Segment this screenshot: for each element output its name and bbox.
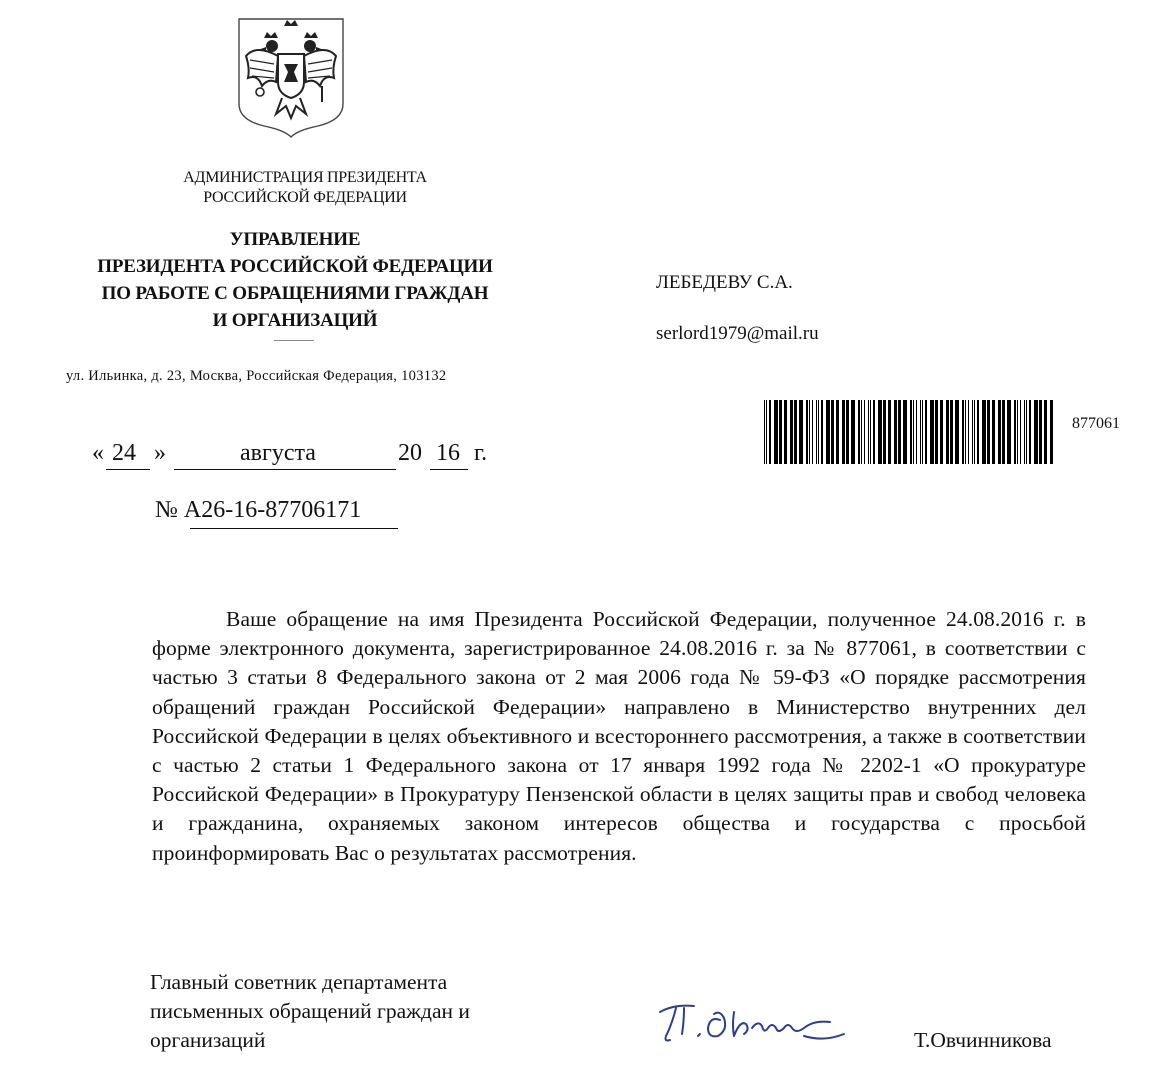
body-paragraph: Ваше обращение на имя Президента Российской Федерации, полученное 24.08.2016 г. в форме электронного документа, зарегистрированное 24.08.2016 г. за № 877061, в соответствии с частью 3 статьи 8 Федерального закона от 2 мая 2006 года № 59-ФЗ «О порядке рассмотрения обращений граждан Российской Федерации» направлено в Министерство внутренних дел Российской Федерации в целях объективного и всестороннего рассмотрения, а также в соответствии с частью 2 статьи 1 Федерального закона от 17 января 1992 года № 2202-1 «О прокуратуре Российской Федерации» в Прокуратуру Пензенской области в целях защиты прав и свобод человека и гражданина, охраняемых законом интересов общества и государства с просьбой проинформировать Вас о результатах рассмотрения. [152, 607, 1086, 865]
admin-line-2: РОССИЙСКОЙ ФЕДЕРАЦИИ [203, 189, 407, 206]
letter-body [152, 605, 1086, 868]
registration-underline [190, 528, 398, 529]
dept-line-3: ПО РАБОТЕ С ОБРАЩЕНИЯМИ ГРАЖДАН [101, 283, 489, 304]
date-day: 24 [112, 440, 136, 466]
recipient-email: serlord1979@mail.ru [656, 323, 819, 344]
date-year-mark: г. [474, 440, 488, 466]
admin-line-1: АДМИНИСТРАЦИЯ ПРЕЗИДЕНТА [183, 169, 427, 186]
dept-line-2: ПРЕЗИДЕНТА РОССИЙСКОЙ ФЕДЕРАЦИИ [97, 256, 493, 277]
signer-title-line-1: Главный советник департамента [150, 970, 448, 994]
date-open-quote: « [92, 440, 104, 466]
number-sign: № [155, 497, 178, 523]
signer-title-line-2: письменных обращений граждан и [150, 999, 470, 1023]
date-close-quote: » [154, 440, 166, 466]
admin-header [120, 168, 490, 208]
barcode-number: 877061 [1072, 415, 1120, 432]
department-header [70, 226, 520, 334]
handwritten-signature [654, 990, 854, 1054]
signer-title-line-3: организаций [150, 1028, 266, 1052]
date-year-suffix: 16 [436, 440, 460, 466]
dept-line-1: УПРАВЛЕНИЕ [229, 229, 361, 250]
date-month: августа [240, 440, 316, 466]
header-divider [274, 340, 314, 341]
coat-of-arms-icon [236, 16, 346, 140]
letterhead-address: ул. Ильинка, д. 23, Москва, Российская Федерация, 103132 [66, 368, 447, 384]
registration-value: А26-16-87706171 [183, 497, 362, 523]
barcode [764, 400, 1054, 464]
date-year-prefix: 20 [398, 440, 422, 466]
day-underline [106, 469, 150, 470]
signee-name: Т.Овчинникова [914, 1028, 1052, 1052]
dept-line-4: И ОРГАНИЗАЦИЙ [212, 310, 378, 331]
signer-title [150, 968, 570, 1055]
month-underline [174, 469, 396, 470]
recipient-name: ЛЕБЕДЕВУ С.А. [656, 272, 793, 293]
registration-number [155, 497, 361, 524]
year-underline [430, 469, 468, 470]
